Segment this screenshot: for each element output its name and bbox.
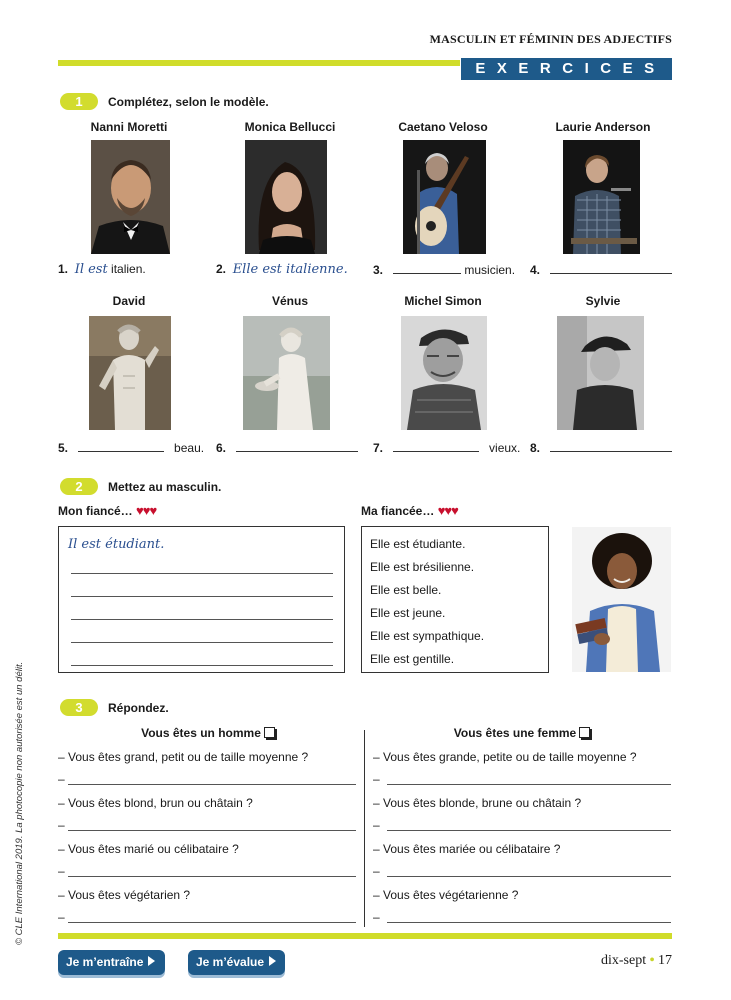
exercices-banner: EXERCICES (461, 58, 672, 80)
answer-line[interactable]: – (58, 910, 65, 924)
footer-accent-bar (58, 933, 672, 939)
play-arrow-icon (148, 956, 155, 966)
exercise-1-number: 1 (60, 93, 98, 110)
person-name: Sylvie (585, 294, 621, 308)
answer-8: 8. (530, 440, 672, 455)
question: – Vous êtes blond, brun ou châtain ? (58, 796, 253, 810)
person-name: David (112, 294, 146, 308)
answer-line[interactable]: – (58, 864, 65, 878)
sentence: Elle est jeune. (370, 606, 446, 620)
photo-michel-simon (401, 316, 487, 430)
question: – Vous êtes mariée ou célibataire ? (373, 842, 561, 856)
sentence: Elle est gentille. (370, 652, 455, 666)
je-mevalue-button[interactable]: Je m’évalue (188, 950, 285, 975)
photo-sylvie (557, 316, 644, 430)
answer-blank[interactable] (550, 440, 672, 452)
answer-7: 7. vieux. (373, 441, 521, 455)
write-line[interactable] (71, 596, 333, 597)
column-header-homme: Vous êtes un homme (58, 726, 358, 740)
answer-line[interactable]: – (58, 772, 65, 786)
photo-fiancee-student (572, 527, 671, 672)
answer-blank[interactable] (236, 440, 358, 452)
question: – Vous êtes marié ou célibataire ? (58, 842, 239, 856)
checkbox-homme[interactable] (264, 727, 275, 738)
answer-5: 5. beau. (58, 441, 205, 455)
answer-4: 4. (530, 262, 672, 277)
page-number: dix-sept • 17 (600, 953, 672, 968)
masculine-answer-box (58, 526, 345, 673)
person-name: Nanni Moretti (90, 120, 168, 134)
photo-venus-statue (243, 316, 330, 430)
write-line[interactable] (71, 665, 333, 666)
photo-caetano-veloso (403, 140, 486, 254)
question: – Vous êtes végétarienne ? (373, 888, 519, 902)
write-line[interactable] (71, 619, 333, 620)
checkbox-femme[interactable] (579, 727, 590, 738)
sentence: Elle est belle. (370, 583, 442, 597)
answer-1: 1. Il est italien. (58, 262, 146, 277)
handwritten-answer: Elle est italienne. (232, 262, 348, 277)
handwritten-answer: Il est (74, 262, 108, 277)
answer-blank[interactable] (393, 440, 479, 452)
example-answer: Il est étudiant. (68, 537, 165, 552)
exercise-3-instruction: Répondez. (108, 701, 169, 715)
exercise-2-instruction: Mettez au masculin. (108, 480, 222, 494)
exercise-3-number: 3 (60, 699, 98, 716)
question: – Vous êtes grande, petite ou de taille moyenne ? (373, 750, 637, 764)
answer-2: 2. Elle est italienne. (216, 262, 348, 277)
exercise-2-number: 2 (60, 478, 98, 495)
person-name: Laurie Anderson (555, 120, 651, 134)
je-mentraine-button[interactable]: Je m’entraîne (58, 950, 165, 975)
hearts-icon: ♥♥♥ (437, 503, 458, 518)
column-divider (364, 730, 365, 927)
photo-david-statue (89, 316, 171, 430)
answer-line[interactable]: – (373, 818, 380, 832)
question: – Vous êtes blonde, brune ou châtain ? (373, 796, 582, 810)
answer-line[interactable]: – (58, 818, 65, 832)
write-line[interactable] (71, 642, 333, 643)
mon-fiance-label: Mon fiancé… ♥♥♥ (58, 503, 157, 518)
sentence: Elle est brésilienne. (370, 560, 475, 574)
running-header: MASCULIN ET FÉMININ DES ADJECTIFS (429, 32, 672, 46)
write-line[interactable] (71, 573, 333, 574)
answer-line[interactable]: – (373, 864, 380, 878)
feminine-sentences-box (361, 526, 549, 673)
sentence: Elle est étudiante. (370, 537, 466, 551)
copyright-notice: © CLE International 2019. La photocopie non autorisée est un délit. (14, 661, 25, 945)
exercise-1-instruction: Complétez, selon le modèle. (108, 95, 269, 109)
person-name: Monica Bellucci (244, 120, 336, 134)
ma-fiancee-label: Ma fiancée… ♥♥♥ (361, 503, 458, 518)
photo-monica-bellucci (245, 140, 327, 254)
hearts-icon: ♥♥♥ (136, 503, 157, 518)
answer-6: 6. (216, 440, 358, 455)
answer-blank[interactable] (393, 262, 461, 274)
answer-3: 3. musicien. (373, 263, 516, 277)
play-arrow-icon (269, 956, 276, 966)
answer-blank[interactable] (78, 440, 164, 452)
answer-blank[interactable] (550, 262, 672, 274)
person-name: Caetano Veloso (398, 120, 488, 134)
question: – Vous êtes grand, petit ou de taille moyenne ? (58, 750, 309, 764)
question: – Vous êtes végétarien ? (58, 888, 191, 902)
photo-laurie-anderson (563, 140, 640, 254)
person-name: Michel Simon (404, 294, 482, 308)
person-name: Vénus (271, 294, 308, 308)
photo-nanni-moretti (91, 140, 170, 254)
answer-line[interactable]: – (373, 910, 380, 924)
header-accent-bar (58, 60, 460, 66)
answer-line[interactable]: – (373, 772, 380, 786)
sentence: Elle est sympathique. (370, 629, 485, 643)
column-header-femme: Vous êtes une femme (372, 726, 672, 740)
